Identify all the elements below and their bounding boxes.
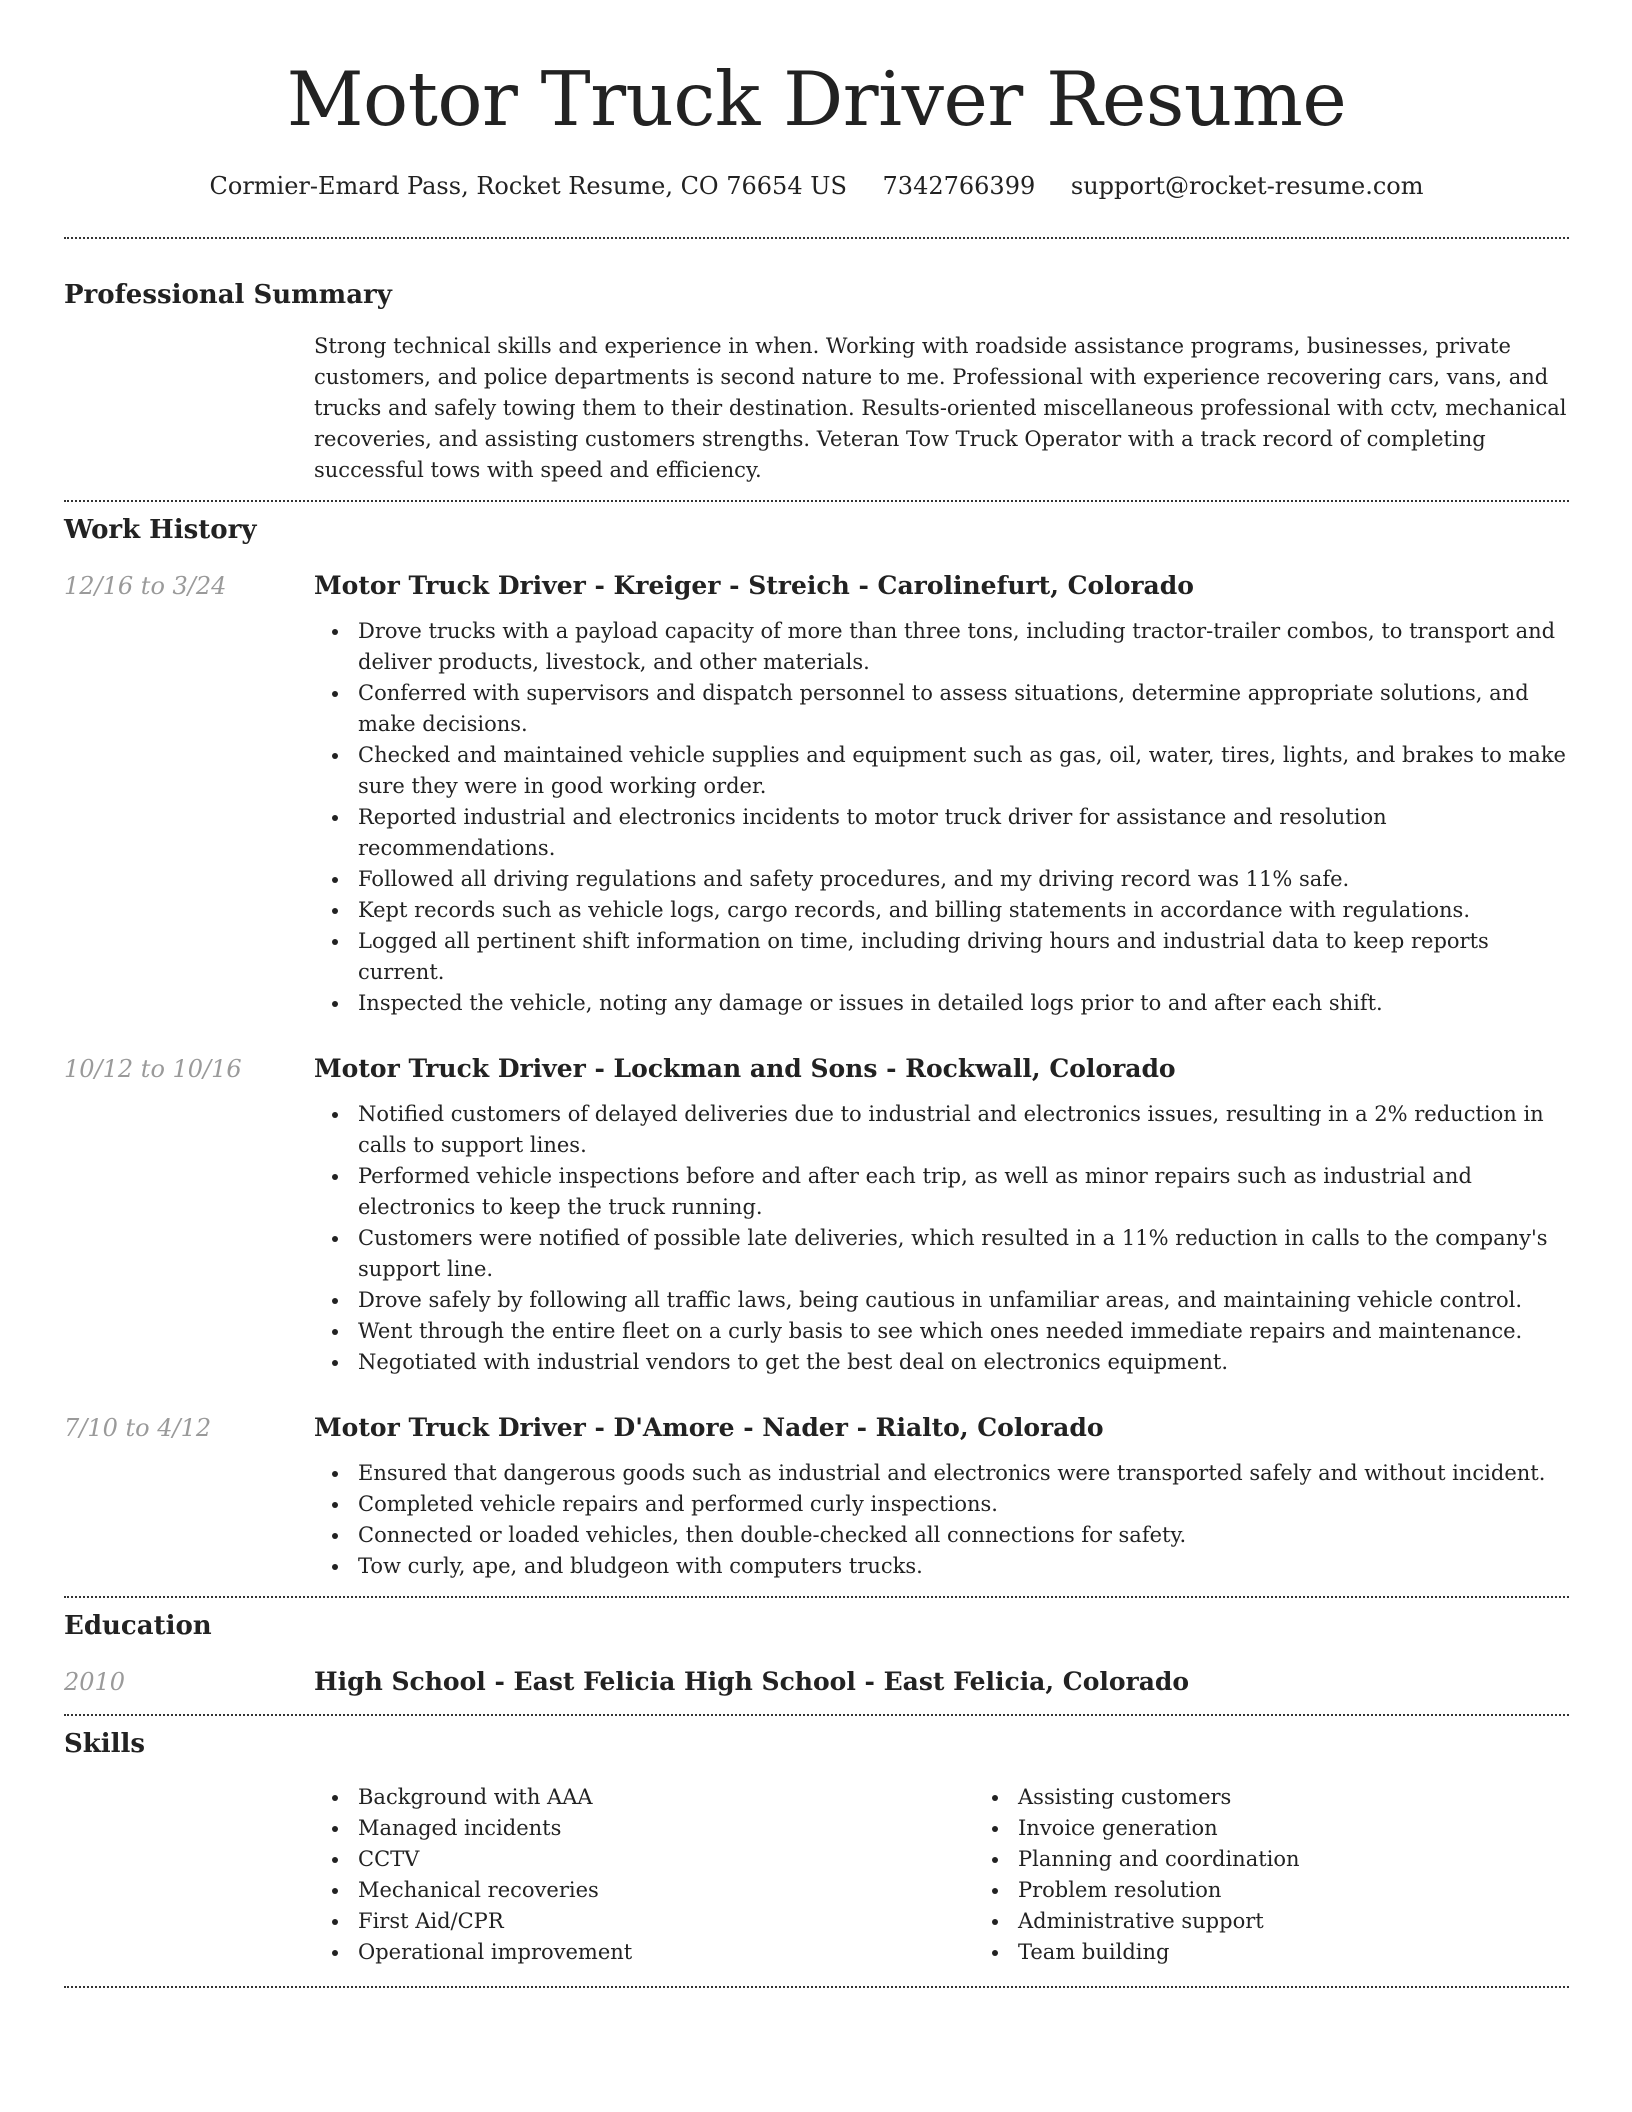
skill-item: First Aid/CPR (358, 1906, 974, 1937)
section-title-summary: Professional Summary (64, 280, 392, 310)
skill-item: Background with AAA (358, 1782, 974, 1813)
job-bullet: Reported industrial and electronics incidents to motor truck driver for assistance and resolution recommendations. (358, 802, 1569, 864)
job-bullet: Conferred with supervisors and dispatch personnel to assess situations, determine appropriate solutions, and make decisions. (358, 678, 1569, 740)
skill-item: Invoice generation (1018, 1813, 1632, 1844)
job-title: Motor Truck Driver - Kreiger - Streich - Carolinefurt, Colorado (314, 571, 1194, 600)
job-entry (64, 1053, 1569, 1378)
skills-list-right (974, 1782, 1632, 1968)
skills-section (64, 1716, 1569, 1968)
contact-phone: 7342766399 (882, 172, 1036, 200)
education-section (64, 1598, 1569, 1698)
job-bullet: Negotiated with industrial vendors to get the best deal on electronics equipment. (358, 1347, 1569, 1378)
job-bullet: Checked and maintained vehicle supplies and equipment such as gas, oil, water, tires, lights, and brakes to make sure they were in good working order. (358, 740, 1569, 802)
job-bullet: Drove safely by following all traffic laws, being cautious in unfamiliar areas, and maintaining vehicle control. (358, 1285, 1569, 1316)
skills-list-left (314, 1782, 974, 1968)
job-bullet: Logged all pertinent shift information on time, including driving hours and industrial data to keep reports current. (358, 926, 1569, 988)
job-bullet: Tow curly, ape, and bludgeon with computers trucks. (358, 1551, 1569, 1582)
job-bullet: Connected or loaded vehicles, then double-checked all connections for safety. (358, 1520, 1569, 1551)
job-dates: 12/16 to 3/24 (64, 572, 227, 600)
section-title-work-history: Work History (64, 515, 257, 545)
resume-title: Motor Truck Driver Resume (286, 55, 1347, 143)
job-bullet: Customers were notified of possible late deliveries, which resulted in a 11% reduction in calls to the company's support line. (358, 1223, 1569, 1285)
skill-item: Problem resolution (1018, 1875, 1632, 1906)
skill-item: Team building (1018, 1937, 1632, 1968)
skill-item: Operational improvement (358, 1937, 974, 1968)
skill-item: Planning and coordination (1018, 1844, 1632, 1875)
skill-item: CCTV (358, 1844, 974, 1875)
skill-item: Mechanical recoveries (358, 1875, 974, 1906)
job-bullet: Followed all driving regulations and safety procedures, and my driving record was 11% safe. (358, 864, 1569, 895)
job-entry (64, 1412, 1569, 1582)
job-title: Motor Truck Driver - D'Amore - Nader - Rialto, Colorado (314, 1413, 1104, 1442)
divider (64, 1986, 1569, 1988)
job-bullets (314, 616, 1569, 1019)
job-bullet: Inspected the vehicle, noting any damage or issues in detailed logs prior to and after each shift. (358, 988, 1569, 1019)
contact-address: Cormier-Emard Pass, Rocket Resume, CO 76654 US (209, 172, 847, 200)
job-bullets (314, 1099, 1569, 1378)
summary-section (64, 239, 1569, 486)
job-bullets (314, 1458, 1569, 1582)
job-bullet: Completed vehicle repairs and performed curly inspections. (358, 1489, 1569, 1520)
resume-page (64, 0, 1569, 1988)
skill-item: Managed incidents (358, 1813, 974, 1844)
summary-text: Strong technical skills and experience in when. Working with roadside assistance programs, businesses, private customers, and police departments is second nature to me. Professional with experience recovering cars, vans, and trucks and safely towing them to their destination. Results-oriented miscellaneous professional with cctv, mechanical recoveries, and assisting customers strengths. Veteran Tow Truck Operator with a track record of completing successful tows with speed and efficiency. (314, 334, 1567, 482)
job-bullet: Went through the entire fleet on a curly basis to see which ones needed immediate repairs and maintenance. (358, 1316, 1569, 1347)
job-title: Motor Truck Driver - Lockman and Sons - Rockwall, Colorado (314, 1054, 1176, 1083)
job-bullet: Notified customers of delayed deliveries due to industrial and electronics issues, resulting in a 2% reduction in calls to support lines. (358, 1099, 1569, 1161)
section-title-skills: Skills (64, 1729, 146, 1759)
job-bullet: Ensured that dangerous goods such as industrial and electronics were transported safely and without incident. (358, 1458, 1569, 1489)
skill-item: Administrative support (1018, 1906, 1632, 1937)
contact-line (64, 171, 1569, 201)
contact-email: support@rocket-resume.com (1070, 172, 1424, 200)
job-dates: 10/12 to 10/16 (64, 1055, 242, 1083)
job-bullet: Performed vehicle inspections before and after each trip, as well as minor repairs such as industrial and electronics to keep the truck running. (358, 1161, 1569, 1223)
work-history-section (64, 502, 1569, 1582)
job-entry (64, 570, 1569, 1019)
education-entry: High School - East Felicia High School - East Felicia, Colorado (314, 1667, 1190, 1696)
skills-grid (314, 1782, 1632, 1968)
education-year: 2010 (64, 1668, 126, 1696)
job-bullet: Drove trucks with a payload capacity of more than three tons, including tractor-trailer combos, to transport and deliver products, livestock, and other materials. (358, 616, 1569, 678)
job-bullet: Kept records such as vehicle logs, cargo records, and billing statements in accordance with regulations. (358, 895, 1569, 926)
section-title-education: Education (64, 1611, 212, 1641)
job-dates: 7/10 to 4/12 (64, 1414, 212, 1442)
skill-item: Assisting customers (1018, 1782, 1632, 1813)
